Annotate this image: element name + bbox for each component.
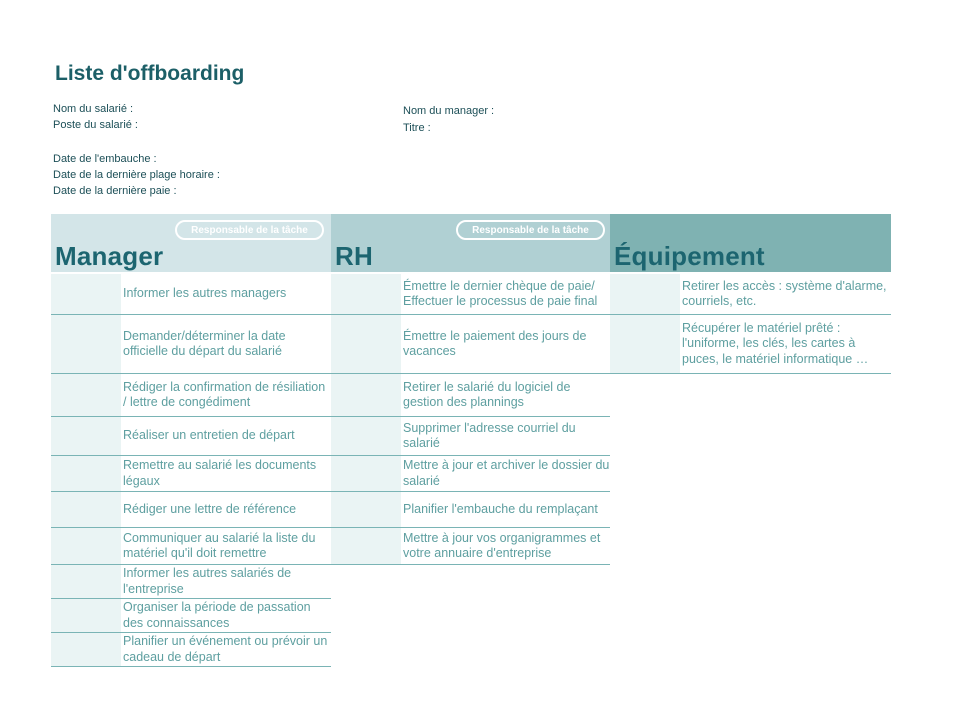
rh-responsible-cell[interactable] xyxy=(331,456,401,491)
rh-responsible-cell[interactable] xyxy=(331,492,401,527)
manager-task-text: Rédiger la confirmation de résiliation / lettre de congédiment xyxy=(123,379,326,409)
manager-responsible-cell[interactable] xyxy=(51,456,121,491)
last-pay-date-field[interactable]: Date de la dernière paie : xyxy=(53,185,177,197)
rh-task-text: Retirer le salarié du logiciel de gestion des plannings xyxy=(403,379,571,409)
manager-responsible-cell[interactable] xyxy=(51,492,121,527)
manager-task-row xyxy=(51,492,331,528)
manager-task-row xyxy=(51,315,331,374)
manager-task-text: Demander/déterminer la date officielle du départ du salarié xyxy=(123,328,286,358)
equipement-task-text: Retirer les accès : système d'alarme, courriels, etc. xyxy=(682,278,887,308)
last-shift-date-field[interactable]: Date de la dernière plage horaire : xyxy=(53,169,220,181)
manager-responsible-cell[interactable] xyxy=(51,633,121,666)
rh-task-row xyxy=(331,528,610,565)
rh-task-row xyxy=(331,417,610,456)
equipement-responsible-cell[interactable] xyxy=(610,315,680,373)
manager-task-text: Informer les autres managers xyxy=(123,286,287,301)
manager-task-row xyxy=(51,633,331,667)
rh-task-text: Mettre à jour vos organigrammes et votre annuaire d'entreprise xyxy=(403,530,601,560)
employee-position-field[interactable]: Poste du salarié : xyxy=(53,119,138,131)
manager-responsible-cell[interactable] xyxy=(51,565,121,598)
page-title: Liste d'offboarding xyxy=(55,62,245,85)
manager-task-text: Communiquer au salarié la liste du matériel qu'il doit remettre xyxy=(123,530,316,560)
manager-responsible-cell[interactable] xyxy=(51,374,121,416)
manager-task-row xyxy=(51,374,331,417)
manager-title: Manager xyxy=(55,241,164,271)
equipement-responsible-cell[interactable] xyxy=(610,274,680,314)
rh-task-row xyxy=(331,315,610,374)
rh-responsible-cell[interactable] xyxy=(331,315,401,373)
manager-task-row xyxy=(51,565,331,599)
rh-responsible-cell[interactable] xyxy=(331,274,401,314)
manager-responsible-cell[interactable] xyxy=(51,599,121,632)
equipement-title: Équipement xyxy=(614,241,765,271)
manager-responsible-pill[interactable]: Responsable de la tâche xyxy=(175,220,324,240)
rh-task-text: Supprimer l'adresse courriel du salarié xyxy=(403,420,576,450)
equipement-header xyxy=(610,214,891,272)
manager-name-field[interactable]: Nom du manager : xyxy=(403,105,495,117)
rh-responsible-pill[interactable]: Responsable de la tâche xyxy=(456,220,605,240)
manager-task-row xyxy=(51,528,331,565)
manager-task-text: Réaliser un entretien de départ xyxy=(123,428,295,443)
rh-responsible-cell[interactable] xyxy=(331,417,401,455)
equipement-task-text: Récupérer le matériel prêté : l'uniforme, les clés, les cartes à puces, le matériel informatique … xyxy=(682,320,869,366)
rh-task-row xyxy=(331,274,610,315)
rh-task-row xyxy=(331,374,610,417)
manager-task-row xyxy=(51,456,331,492)
rh-task-text: Émettre le dernier chèque de paie/ Effectuer le processus de paie final xyxy=(403,278,598,308)
manager-task-text: Rédiger une lettre de référence xyxy=(123,501,297,516)
manager-task-text: Remettre au salarié les documents légaux xyxy=(123,458,317,488)
manager-task-row xyxy=(51,417,331,456)
rh-task-row xyxy=(331,456,610,492)
hire-date-field[interactable]: Date de l'embauche : xyxy=(53,153,157,165)
manager-task-row xyxy=(51,274,331,315)
manager-responsible-cell[interactable] xyxy=(51,315,121,373)
rh-task-row xyxy=(331,492,610,528)
rh-header xyxy=(331,214,610,272)
equipement-task-row xyxy=(610,315,891,374)
manager-title-field[interactable]: Titre : xyxy=(403,122,431,134)
manager-task-text: Organiser la période de passation des connaissances xyxy=(123,600,311,630)
rh-title: RH xyxy=(335,241,373,271)
manager-responsible-cell[interactable] xyxy=(51,528,121,564)
rh-task-text: Émettre le paiement des jours de vacances xyxy=(403,328,587,358)
rh-task-text: Mettre à jour et archiver le dossier du salarié xyxy=(403,458,610,488)
equipement-task-row xyxy=(610,274,891,315)
manager-task-text: Planifier un événement ou prévoir un cadeau de départ xyxy=(123,634,328,664)
employee-name-field[interactable]: Nom du salarié : xyxy=(53,103,134,115)
rh-task-text: Planifier l'embauche du remplaçant xyxy=(403,501,598,516)
rh-responsible-cell[interactable] xyxy=(331,528,401,564)
manager-header xyxy=(51,214,331,272)
rh-responsible-cell[interactable] xyxy=(331,374,401,416)
manager-responsible-cell[interactable] xyxy=(51,417,121,455)
manager-responsible-cell[interactable] xyxy=(51,274,121,314)
manager-task-text: Informer les autres salariés de l'entreprise xyxy=(123,566,292,596)
manager-task-row xyxy=(51,599,331,633)
